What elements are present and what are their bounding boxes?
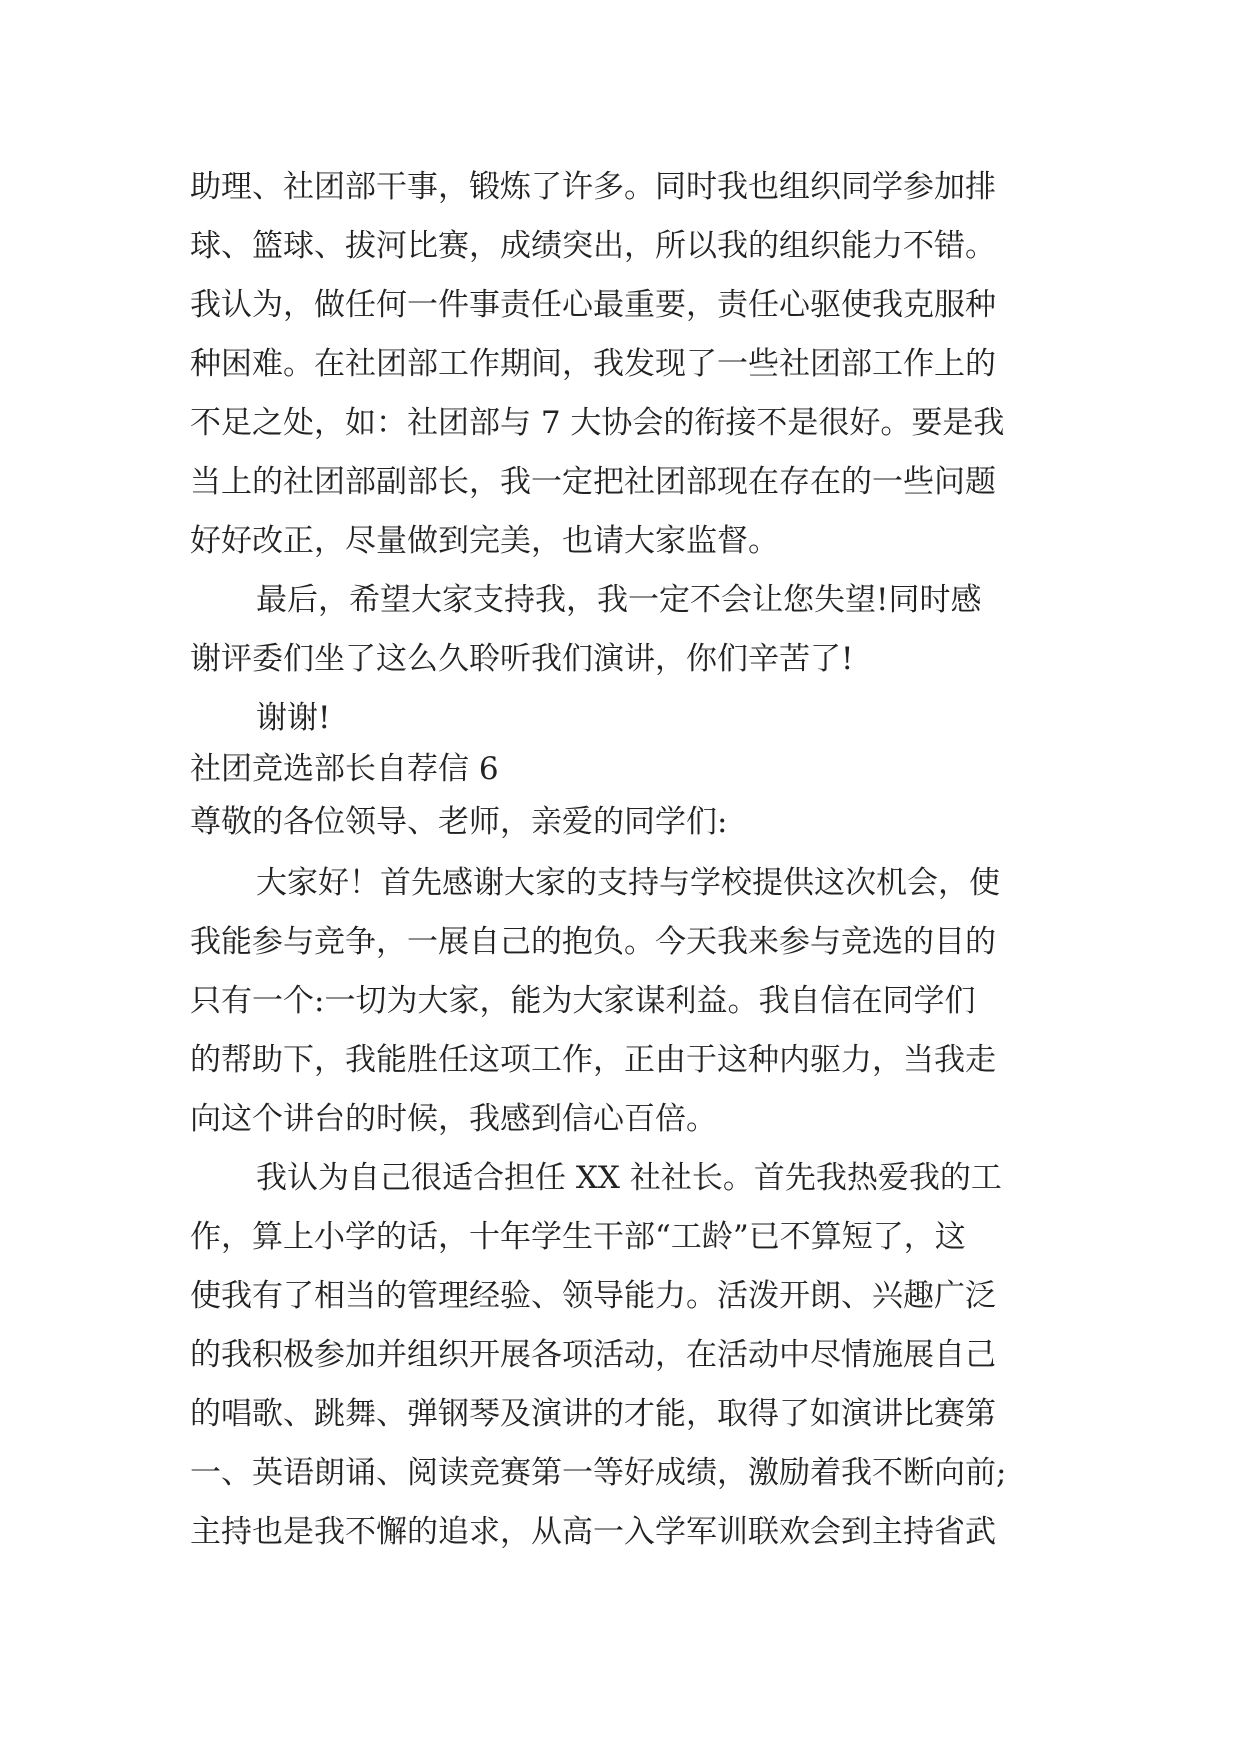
paragraph-start-line: 最后，希望大家支持我，我一定不会让您失望!同时感 xyxy=(256,582,982,618)
body-line: 不足之处，如：社团部与 7 大协会的衔接不是很好。要是我 xyxy=(190,405,1005,441)
section-title: 社团竞选部长自荐信 6 xyxy=(190,751,499,787)
body-line: 主持也是我不懈的追求，从高一入学军训联欢会到主持省武 xyxy=(190,1514,996,1550)
paragraph-start-line: 大家好！首先感谢大家的支持与学校提供这次机会，使 xyxy=(256,865,1000,901)
document-body xyxy=(190,158,1090,1562)
paragraph-start-line: 我认为自己很适合担任 XX 社社长。首先我热爱我的工 xyxy=(256,1160,1002,1196)
body-line: 使我有了相当的管理经验、领导能力。活泼开朗、兴趣广泛 xyxy=(190,1278,996,1314)
body-line: 球、篮球、拔河比赛，成绩突出，所以我的组织能力不错。 xyxy=(190,228,996,264)
body-line: 一、英语朗诵、阅读竞赛第一等好成绩，激励着我不断向前; xyxy=(190,1455,1007,1491)
body-line: 种困难。在社团部工作期间，我发现了一些社团部工作上的 xyxy=(190,346,996,382)
body-line: 助理、社团部干事，锻炼了许多。同时我也组织同学参加排 xyxy=(190,169,996,205)
body-line: 只有一个:一切为大家，能为大家谋利益。我自信在同学们 xyxy=(190,983,976,1019)
body-line: 向这个讲台的时候，我感到信心百倍。 xyxy=(190,1101,717,1137)
thanks-line: 谢谢! xyxy=(256,700,331,736)
body-line: 的帮助下，我能胜任这项工作，正由于这种内驱力，当我走 xyxy=(190,1042,996,1078)
body-line: 我认为，做任何一件事责任心最重要，责任心驱使我克服种 xyxy=(190,287,996,323)
body-line: 的我积极参加并组织开展各项活动，在活动中尽情施展自己 xyxy=(190,1337,996,1373)
body-line: 我能参与竞争，一展自己的抱负。今天我来参与竞选的目的 xyxy=(190,924,996,960)
body-line: 的唱歌、跳舞、弹钢琴及演讲的才能，取得了如演讲比赛第 xyxy=(190,1396,996,1432)
body-line: 好好改正，尽量做到完美，也请大家监督。 xyxy=(190,523,779,559)
salutation-line: 尊敬的各位领导、老师，亲爱的同学们: xyxy=(190,804,728,840)
body-line: 作，算上小学的话，十年学生干部“工龄”已不算短了，这 xyxy=(190,1219,966,1255)
body-line: 谢评委们坐了这么久聆听我们演讲，你们辛苦了! xyxy=(190,641,854,677)
body-line: 当上的社团部副部长，我一定把社团部现在存在的一些问题 xyxy=(190,464,996,500)
